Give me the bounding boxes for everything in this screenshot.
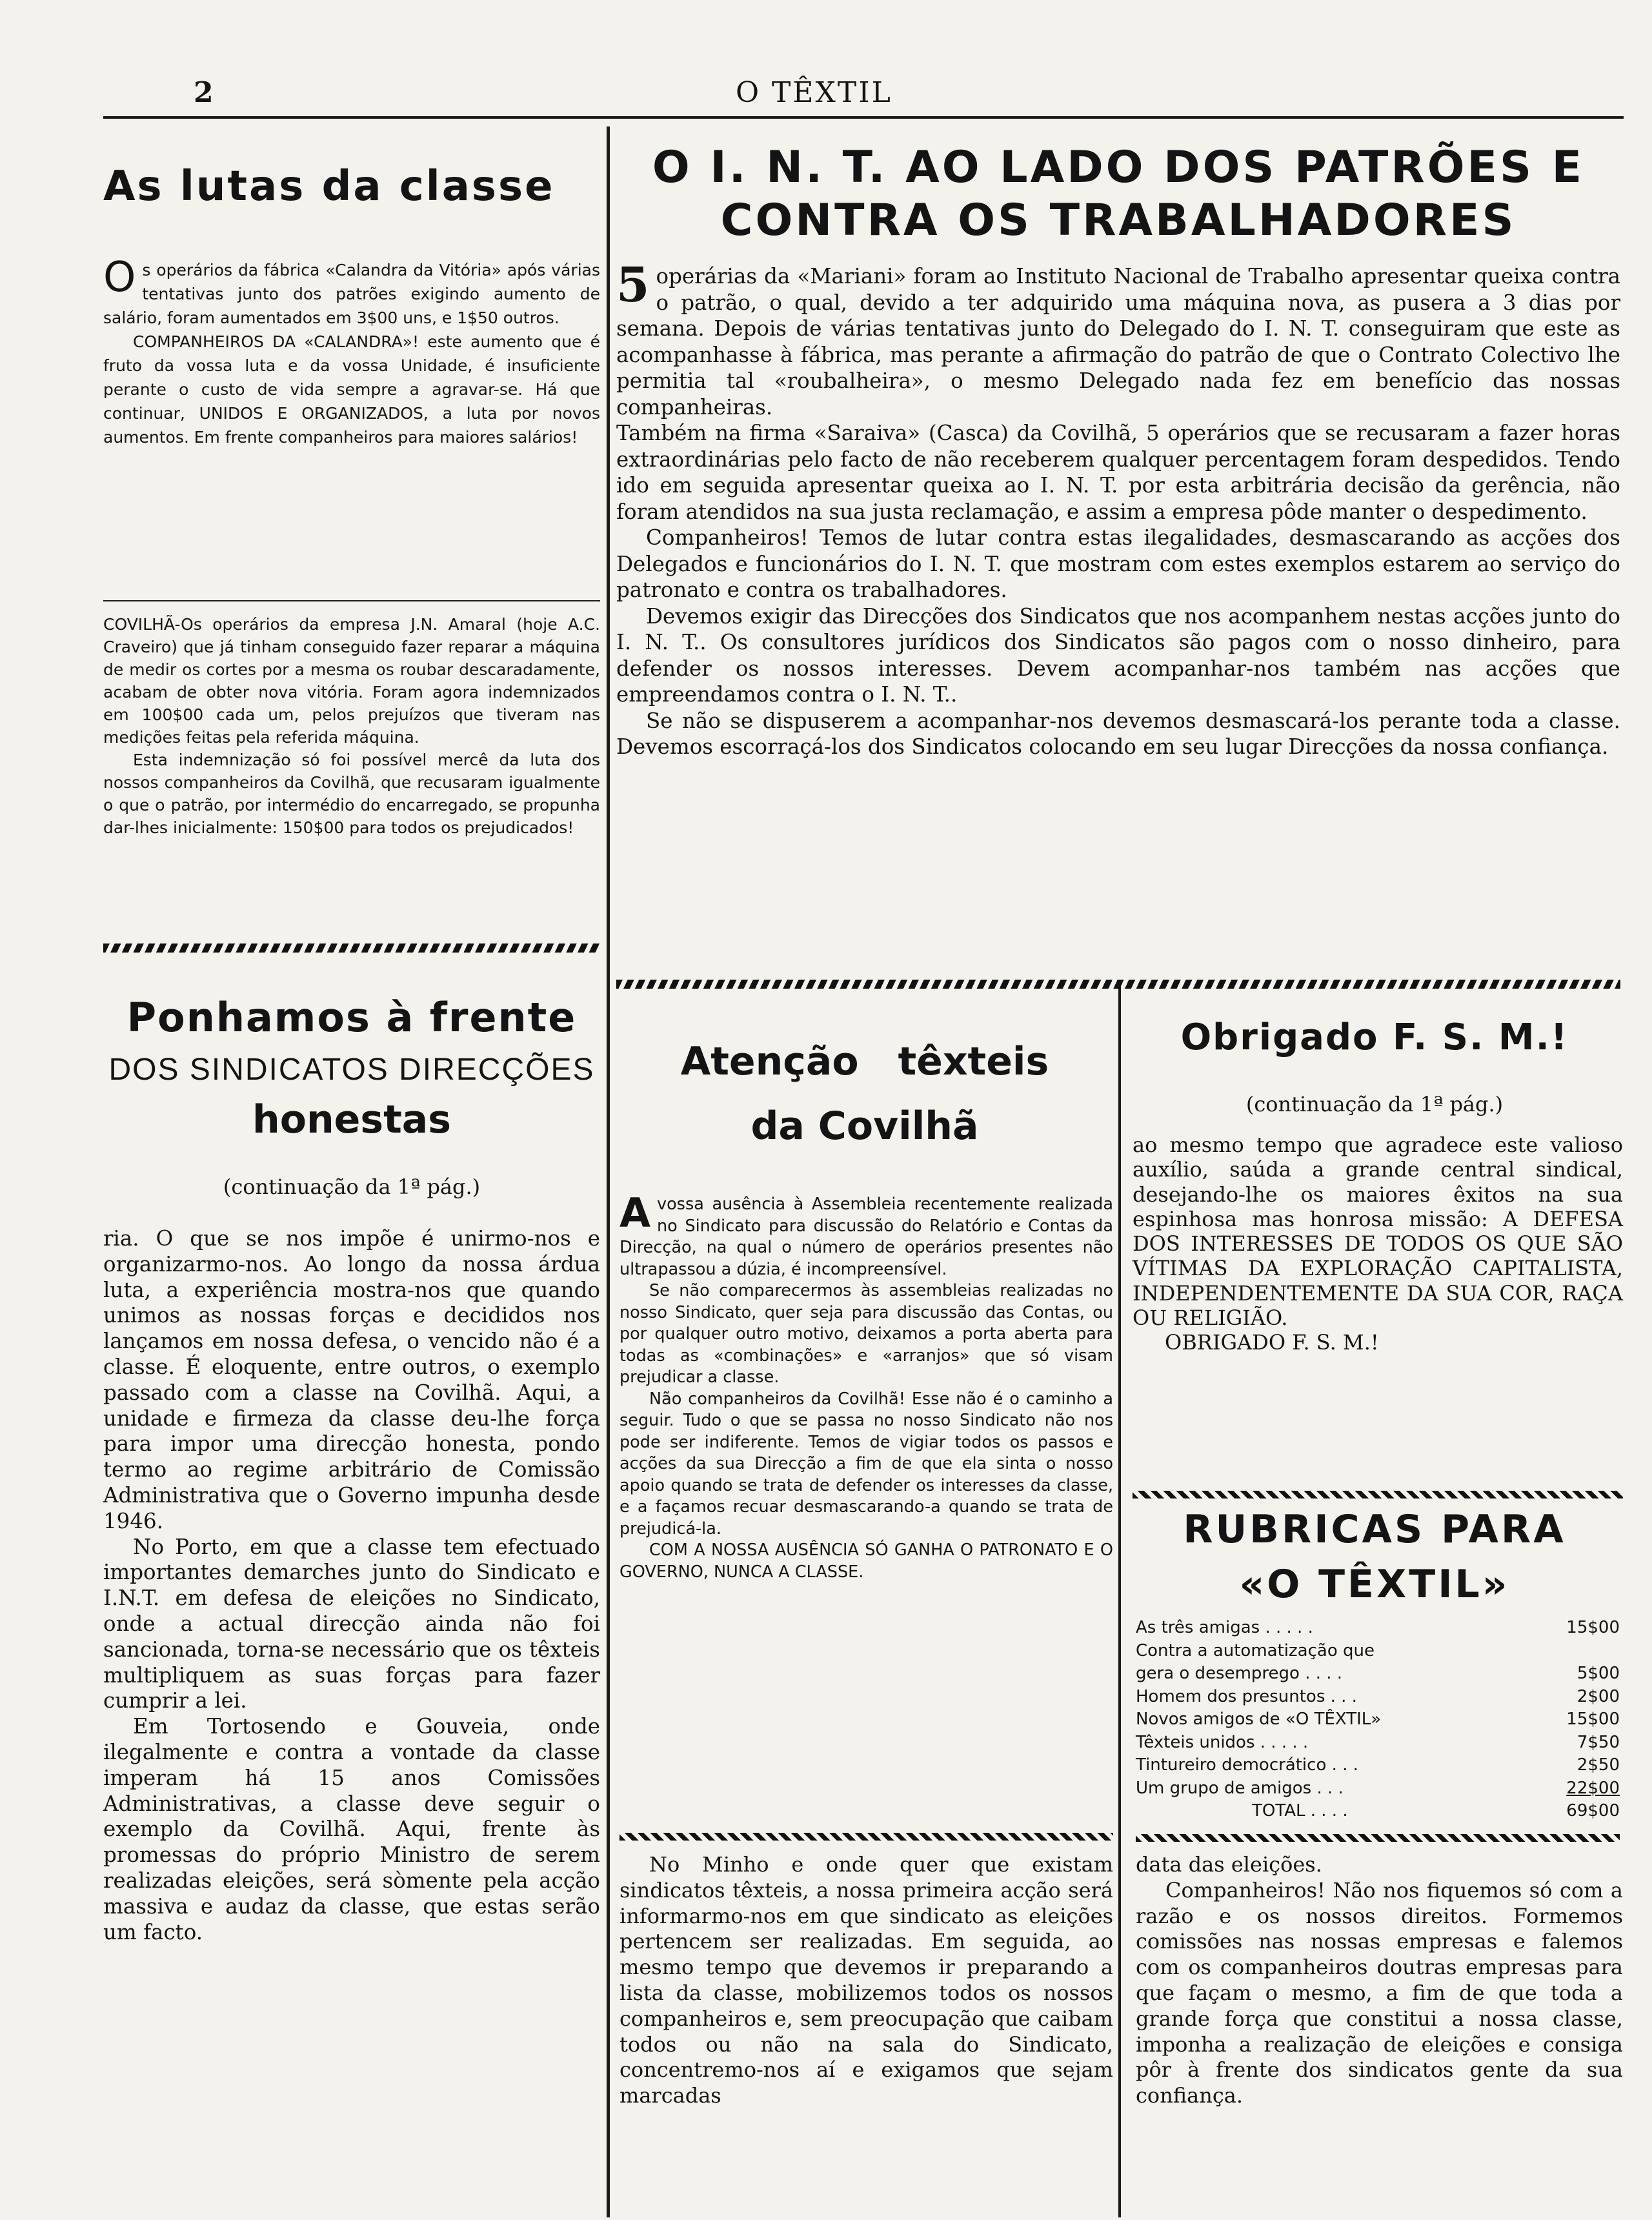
rubricas-title-2: «O TÊXTIL» <box>1239 1562 1510 1607</box>
column-divider-left <box>607 126 610 2217</box>
int-title-line-2: CONTRA OS TRABALHADORES <box>720 195 1516 246</box>
lutas-body <box>103 254 600 449</box>
lutas-paragraph-1: Os operários da fábrica «Calandra da Vitória» após várias tentativas junto dos patrões exigindo aumento de salário, foram aumentados em 3$00 uns, e 1$50 outros. <box>103 254 600 327</box>
page-number: 2 <box>194 76 214 109</box>
obrigado-title: Obrigado F. S. M.! <box>1180 1016 1569 1058</box>
masthead-rule <box>103 116 1624 119</box>
minho-body <box>620 1852 1113 2109</box>
ponhamos-title-2: DOS SINDICATOS DIRECÇÕES <box>108 1053 595 1087</box>
int-ornament <box>616 980 1620 989</box>
atencao-paragraph-2: Se não comparecermos às assembleias realizadas no nosso Sindicato, quer seja para discussão das Contas, ou por qualquer outro motivo, deixamos a porta aberta para todas as «combinações» e «arranjos» que só visam prejudicar a classe. <box>620 1281 1113 1387</box>
rubricas-row: Tintureiro democrático . . . 2$50 <box>1136 1755 1620 1775</box>
atencao-body <box>620 1189 1113 1583</box>
rubricas-row: Novos amigos de «O TÊXTIL» 15$00 <box>1136 1710 1620 1729</box>
minho-paragraph-1: No Minho e onde quer que existam sindicatos têxteis, a nossa primeira acção será informarmo-nos em que sindicato as eleições pertencem ser realizadas. Em seguida, ao mesmo tempo que devemos ir preparando a lista da classe, mobilizemos todos os nossos companheiros e, sem preocupação que caibam todos ou não na sala do Sindicato, concentremo-nos aí e exigamos que sejam marcadas <box>620 1852 1113 2108</box>
obrigado-ornament <box>1133 1491 1623 1498</box>
atencao-title-1: Atenção têxteis <box>680 1039 1049 1084</box>
rubricas-row: As três amigas . . . . . 15$00 <box>1136 1618 1620 1637</box>
ponhamos-continuation: (continuação da 1ª pág.) <box>223 1175 481 1199</box>
atencao-paragraph-4: COM A NOSSA AUSÊNCIA SÓ GANHA O PATRONATO E O GOVERNO, NUNCA A CLASSE. <box>620 1540 1113 1582</box>
newspaper-title: O TÊXTIL <box>736 76 892 109</box>
rubricas-total-row: TOTAL . . . . 69$00 <box>1252 1801 1620 1821</box>
atencao-title-2: da Covilhã <box>750 1104 979 1149</box>
eleicoes-body <box>1136 1852 1623 2109</box>
rubricas-row: Um grupo de amigos . . . 22$00 <box>1136 1778 1620 1798</box>
lutas-paragraph-3: COVILHÃ-Os operários da empresa J.N. Amaral (hoje A.C. Craveiro) que já tinham conseguido fazer reparar a máquina de medir os cortes por a mesma os roubar descaradamente, acabam de obter nova vitória. Foram agora indemnizados em 100$00 cada um, pelos prejuízos que tiveram nas medições feitas pela referida máquina. <box>103 615 600 747</box>
rubricas-title-1: RUBRICAS PARA <box>1183 1507 1566 1552</box>
lutas-separator <box>103 600 600 601</box>
int-paragraph-4: Devemos exigir das Direcções dos Sindicatos que nos acompanhem nestas acções junto do I. N. T.. Os consultores jurídicos dos Sindicatos são pagos com o nosso dinheiro, para defender os nossos interesses. Devem acompanhar-nos também nas acções que empreendamos contra o I. N. T.. <box>616 603 1620 707</box>
obrigado-paragraph-1: ao mesmo tempo que agradece este valioso auxílio, saúda a grande central sindical, desejando-lhe os maiores êxitos na sua espinhosa mas honrosa missão: A DEFESA DOS INTERESSES DE TODOS OS QUE SÃO VÍTIMAS DA EXPLORAÇÃO CAPITALISTA, INDEPENDENTEMENTE DA SUA COR, RAÇA OU RELIGIÃO. <box>1133 1133 1623 1331</box>
ponhamos-body <box>103 1226 600 1945</box>
int-paragraph-5: Se não se dispuserem a acompanhar-nos devemos desmascará-los perante toda a classe. Devemos escorraçá-los dos Sindicatos colocando em seu lugar Direcções da nossa confiança. <box>616 708 1620 759</box>
rubricas-row: gera o desemprego . . . . 5$00 <box>1136 1664 1620 1683</box>
lutas-body-2 <box>103 613 600 839</box>
rubricas-row: Contra a automatização que <box>1136 1640 1375 1660</box>
ponhamos-title-3: honestas <box>252 1097 451 1142</box>
ponhamos-paragraph-3: Em Tortosendo e Gouveia, onde ilegalmente e contra a vontade da classe imperam há 15 anos Comissões Administrativas, a classe deve seguir o exemplo da Covilhã. Aqui, frente às promessas do próprio Ministro de serem realizadas eleições, será sòmente pela acção massiva e audaz da classe, que estas serão um facto. <box>103 1714 600 1944</box>
atencao-paragraph-1: Avossa ausência à Assembleia recentemente realizada no Sindicato para discussão do Relatório e Contas da Direcção, na qual o número de operários presentes não ultrapassou a dúzia, é incompreensível. <box>620 1189 1113 1279</box>
lutas-ornament <box>103 944 600 953</box>
lutas-paragraph-4: Esta indemnização só foi possível mercê da luta dos nossos companheiros da Covilhã, que recusaram igualmente o que o patrão, por intermédio do encarregado, se propunha dar-lhes inicialmente: 150$00 para todos os prejudicados! <box>103 751 600 837</box>
int-paragraph-2: Também na firma «Saraiva» (Casca) da Covilhã, 5 operários que se recusaram a fazer horas extraordinárias pelo facto de não receberem qualquer percentagem foram despedidos. Tendo ido em seguida apresentar queixa ao I. N. T. por esta arbitrária decisão da gerência, não foram atendidos na sua justa reclamação, e assim a empresa pôde manter o despedimento. <box>616 421 1620 524</box>
atencao-ornament <box>620 1833 1113 1841</box>
rubricas-ornament <box>1136 1834 1620 1842</box>
rubricas-row: Homem dos presuntos . . . 2$00 <box>1136 1686 1620 1706</box>
lutas-title: As lutas da classe <box>103 163 555 210</box>
ponhamos-paragraph-1: ria. O que se nos impõe é unirmo-nos e organizarmo-nos. Ao longo da nossa árdua luta, a experiência mostra-nos que quando unimos as nossas forças e decididos nos lançamos em nossa defesa, o vencido não é a classe. É eloquente, entre outros, o exemplo passado com a classe na Covilhã. Aqui, a unidade e firmeza da classe deu-lhe força para impor uma direcção honesta, pondo termo ao regime arbitrário de Comissão Administrativa que o Governo impunha desde 1946. <box>103 1226 600 1533</box>
column-divider-right <box>1118 982 1121 2217</box>
eleicoes-paragraph-2: Companheiros! Não nos fiquemos só com a razão e os nossos direitos. Formemos comissões nas nossas empresas e falemos com os companheiros doutras empresas para que façam o mesmo, a fim de que toda a grande força que constitui a nossa classe, imponha a realização de eleições e consiga pôr à frente dos sindicatos gente da sua confiança. <box>1136 1877 1623 2108</box>
int-body <box>616 257 1620 760</box>
int-paragraph-3: Companheiros! Temos de lutar contra estas ilegalidades, desmascarando as acções dos Delegados e funcionários do I. N. T. que mostram com estes exemplos estarem ao serviço do patronato e contra os trabalhadores. <box>616 525 1620 602</box>
ponhamos-paragraph-2: No Porto, em que a classe tem efectuado importantes demarches junto do Sindicato e I.N.T. em defesa de eleições no Sindicato, onde a actual direcção ainda não foi sancionada, torna-se necessário que os têxteis multipliquem as suas forças para fazer cumprir a lei. <box>103 1534 600 1713</box>
lutas-paragraph-2: COMPANHEIROS DA «CALANDRA»! este aumento que é fruto da vossa luta e da vossa Unidade, é insuficiente perante o custo de vida sempre a agravar-se. Há que continuar, UNIDOS E ORGANIZADOS, a luta por novos aumentos. Em frente companheiros para maiores salários! <box>103 332 600 447</box>
eleicoes-paragraph-1: data das eleições. <box>1136 1852 1322 1877</box>
rubricas-table <box>1136 1617 1620 1823</box>
obrigado-sign: OBRIGADO F. S. M.! <box>1165 1330 1379 1355</box>
obrigado-continuation: (continuação da 1ª pág.) <box>1245 1092 1504 1116</box>
rubricas-row: Têxteis unidos . . . . . 7$50 <box>1136 1732 1620 1752</box>
obrigado-body <box>1133 1133 1623 1355</box>
int-title-line-1: O I. N. T. AO LADO DOS PATRÕES E <box>652 142 1585 193</box>
int-paragraph-1: 5 operárias da «Mariani» foram ao Instituto Nacional de Trabalho apresentar queixa contra o patrão, o qual, devido a ter adquirido uma máquina nova, as pusera a 3 dias por semana. Depois de várias tentativas junto do Delegado do I. N. T. conseguiram que este as acompanhasse à fábrica, mas perante a afirmação do patrão de que o Contrato Colectivo lhe permitia tal «roubalheira», o mesmo Delegado nada fez em benefício das nossas companheiras. <box>616 257 1620 419</box>
ponhamos-title-1: Ponhamos à frente <box>126 994 577 1041</box>
atencao-paragraph-3: Não companheiros da Covilhã! Esse não é o caminho a seguir. Tudo o que se passa no nosso Sindicato não nos pode ser indiferente. Temos de vigiar todos os passos e acções da sua Direcção a fim de que ela sinta o nosso apoio quando se trata de defender os interesses da classe, e a façamos recuar desmascarando-a quando se trata de prejudicá-la. <box>620 1389 1113 1539</box>
